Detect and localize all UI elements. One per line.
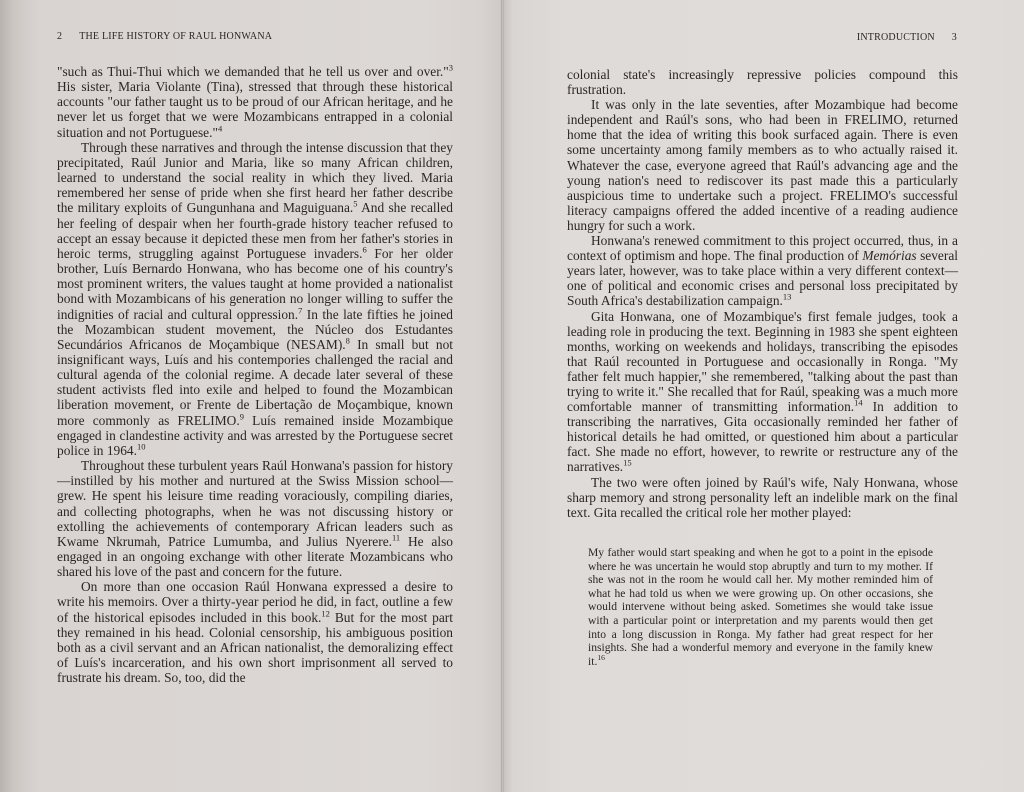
text-run: He also engaged in an ongoing exchange with other literate Mozambicans who shared his love of the past and concern for the future. [57, 533, 453, 580]
text-run: But for the most part they remained in his head. Colonial censorship, his ambiguous position both as a civil servant and an African nationalist, the demoralizing effect of Luís's incarceration, and his own short imprisonment all served to frustrate his dream. So, too, did the [57, 609, 453, 686]
footnote-ref: 10 [136, 441, 146, 452]
right-page-number: 3 [951, 32, 957, 43]
text-run: "such as Thui-Thui which we demanded that he tell us over and over." [57, 64, 449, 79]
footnote-ref: 13 [782, 291, 792, 302]
text-run: In small but not insignificant ways, Luís and his contempories challenged the racial and cultural agenda of the colonial regime. A decade later several of these student activists fled into exile and helped to found the Mozambican liberation movement, or Frente de Libertação de Moçambique, known more commonly as FRELIMO. [57, 336, 453, 428]
footnote-ref: 7 [298, 305, 303, 316]
footnote-ref: 9 [239, 411, 244, 422]
text-run: For her older brother, Luís Bernardo Honwana, who has become one of his country's most prominent writers, the values taught at home provided a nationalist bond with Mozambicans of his generation no longer willing to suffer the indignities of racial and cultural oppression. [57, 245, 454, 322]
left-body-text [57, 64, 453, 685]
text-run: In addition to transcribing the narratives, Gita occasionally reminded her father of historical details he had omitted, or questioned him about a particular fact. She made no effort, however, to rewrite or restructure any of the narratives. [567, 399, 958, 475]
text-run: And she recalled her feeling of despair when her fourth-grade history teacher refused to accept an essay because it depicted these men from her father's stories in heroic terms, struggling against Portuguese invaders. [57, 200, 453, 261]
paragraph [567, 67, 958, 97]
book-gutter [501, 0, 504, 792]
text-run: Through these narratives and through the intense discussion that they precipitated, Raúl Junior and Maria, like so many African children, learned to understand the social reality in which they lived. Maria remembered her sense of pride when she first heard her father describe the military exploits of Gungunhana and Maguiguana. [57, 139, 453, 216]
text-run: colonial state's increasingly repressive policies compound this frustration. [567, 67, 958, 98]
footnote-ref: 4 [217, 123, 223, 134]
left-page-number: 2 [57, 31, 63, 42]
text-run: several years later, however, was to take place within a very different context—one of political and economic crises and personal loss precipitated by South Africa's destabilization campaign. [567, 248, 959, 309]
right-running-head-title: INTRODUCTION [856, 32, 935, 43]
footnote-ref: 5 [353, 198, 358, 209]
left-running-head-title: THE LIFE HISTORY OF RAUL HONWANA [79, 31, 273, 42]
footnote-ref: 15 [623, 457, 632, 468]
paragraph [567, 475, 958, 520]
paragraph [567, 97, 958, 233]
italic-title: Memórias [862, 248, 917, 264]
paragraph [57, 579, 453, 685]
left-page [0, 0, 503, 792]
paragraph [57, 458, 453, 579]
footnote-ref: 16 [597, 652, 605, 662]
text-run: My father would start speaking and when he got to a point in the episode where he was uncertain he would stop abruptly and turn to my mother. If she was not in the room he would call her. My mother reminded him of what he had told us when we were growing up. On other occasions, she would intervene without being asked. Sometimes she would take issue with a particular point or interpretation and my parents would then get into a long discussion in Ronga. My father had great respect for her insights. She had a wonderful memory and everyone in the family knew it. [588, 546, 933, 668]
text-run: Luís remained inside Mozambique engaged in clandestine activity and was arrested by the Portuguese secret police in 1964. [57, 412, 454, 458]
block-quote [588, 546, 933, 668]
footnote-ref: 8 [345, 335, 350, 346]
text-run: It was only in the late seventies, after Mozambique had become independent and Raúl's sons, who had been in FRELIMO, returned home that the idea of writing this book surfaced again. There is even some uncertainty among family members as to who actually raised it. Whatever the case, everyone agreed that Raúl's advancing age and the young nation's need to rediscover its past made this a particularly auspicious time to undertake such a project. FRELIMO's successful literacy campaigns offered the added incentive of a reading audience hungry for such a work. [567, 97, 958, 233]
text-run: In the late fifties he joined the Mozambican student movement, the Núcleo dos Estudantes Secundários Africanos de Moçambique (NESAM). [57, 306, 453, 352]
footnote-ref: 6 [362, 244, 367, 255]
paragraph [57, 64, 453, 140]
footnote-ref: 14 [854, 397, 863, 408]
right-body-text [567, 67, 958, 520]
right-running-head [857, 32, 957, 43]
right-page [503, 0, 1024, 792]
text-run: Throughout these turbulent years Raúl Honwana's passion for history—instilled by his mother and nurtured at the Swiss Mission school—grew. He spent his leisure time reading voraciously, compiling diaries, and collecting photographs, when he was not discussing history or extolling the achievements of contemporary African leaders such as Kwame Nkrumah, Patrice Lumumba, and Julius Nyerere. [57, 458, 453, 549]
text-run: Gita Honwana, one of Mozambique's first female judges, took a leading role in producing the text. Beginning in 1983 she spent eighteen months, working on weekends and holidays, transcribing the episodes that Raúl recounted in Portuguese and occasionally in Ronga. "My father felt much happier," she remembered, "talking about the past than trying to write it." She recalled that for Raúl, speaking was a much more comfortable manner of transmitting information. [567, 308, 958, 415]
text-run: Honwana's renewed commitment to this project occurred, thus, in a context of optimism and hope. The final production of [567, 233, 958, 264]
footnote-ref: 12 [321, 608, 330, 619]
left-running-head [57, 31, 272, 42]
paragraph [57, 140, 453, 458]
footnote-ref: 3 [448, 62, 453, 73]
footnote-ref: 11 [392, 532, 401, 543]
text-run: His sister, Maria Violante (Tina), stressed that through these historical accounts "our father taught us to be proud of our African heritage, and he never let us forget that we were Mozambicans entrapped in a colonial situation and not Portuguese." [57, 79, 453, 140]
text-run: On more than one occasion Raúl Honwana expressed a desire to write his memoirs. Over a thirty-year period he did, in fact, outline a few of the historical episodes included in this book. [57, 579, 453, 625]
paragraph [567, 233, 958, 308]
paragraph [567, 309, 958, 475]
quote-paragraph [588, 546, 933, 668]
text-run: The two were often joined by Raúl's wife, Naly Honwana, whose sharp memory and strong personality left an indelible mark on the final text. Gita recalled the critical role her mother played: [567, 474, 958, 520]
